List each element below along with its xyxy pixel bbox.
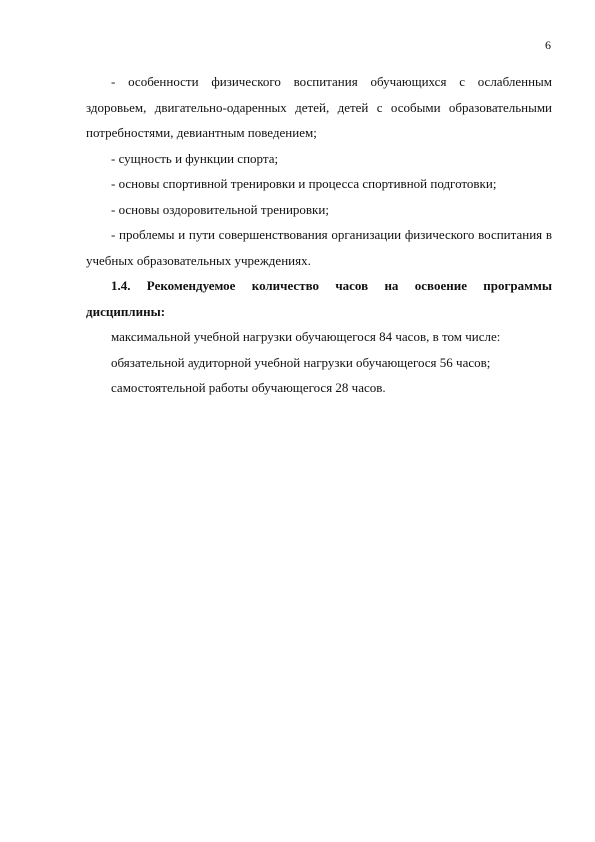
paragraph-problems-and-ways: - проблемы и пути совершенствования организации физического воспитания в учебных образовательных учреждениях. bbox=[86, 227, 552, 268]
document-body bbox=[86, 69, 552, 401]
page-number: 6 bbox=[545, 38, 551, 52]
section-heading-recommended-hours: 1.4. Рекомендуемое количество часов на освоение программы дисциплины: bbox=[86, 278, 552, 319]
paragraph-max-load: максимальной учебной нагрузки обучающегося 84 часов, в том числе: bbox=[111, 329, 501, 344]
paragraph-sport-training-basics: - основы спортивной тренировки и процесса спортивной подготовки; bbox=[111, 176, 497, 191]
paragraph-health-training-basics: - основы оздоровительной тренировки; bbox=[111, 201, 329, 217]
paragraph-sport-functions: - сущность и функции спорта; bbox=[111, 150, 279, 166]
paragraph-classroom-load: обязательной аудиторной учебной нагрузки обучающегося 56 часов; bbox=[111, 354, 491, 370]
paragraph-features-physical-education: - особенности физического воспитания обучающихся с ослабленным здоровьем, двигательно-одаренных детей, детей с особыми образовательными потребностями, девиантным поведением; bbox=[86, 74, 552, 140]
paragraph-independent-work: самостоятельной работы обучающегося 28 часов. bbox=[111, 380, 386, 395]
